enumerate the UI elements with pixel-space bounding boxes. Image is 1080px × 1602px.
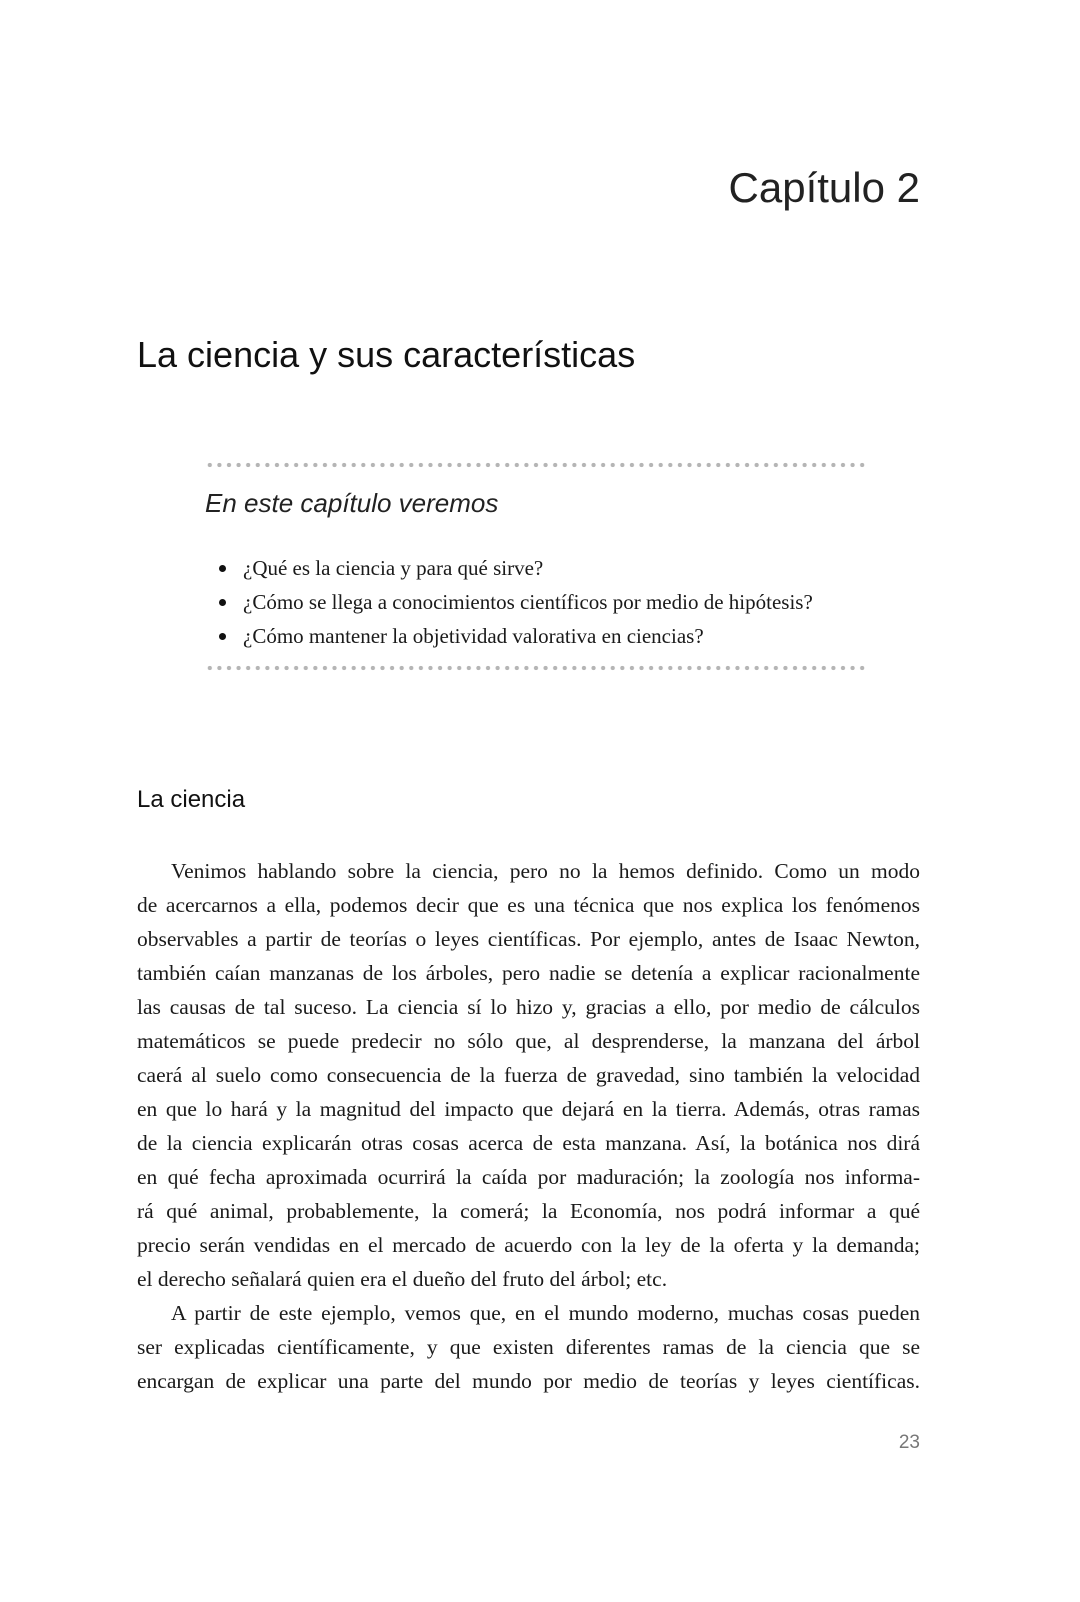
list-item-text: ¿Cómo se llega a conocimientos científicos por medio de hipótesis? — [243, 590, 813, 614]
text-line: rá qué animal, probablemente, la comerá; la Economía, nos podrá informar a qué — [137, 1199, 920, 1223]
bullet-icon — [219, 565, 226, 572]
list-item — [215, 619, 813, 653]
text-line: las causas de tal suceso. La ciencia sí lo hizo y, gracias a ello, por medio de cálculos — [137, 995, 920, 1019]
dotted-divider-top — [205, 462, 865, 468]
list-item — [215, 585, 813, 619]
page-number: 23 — [898, 1432, 920, 1453]
box-heading: En este capítulo veremos — [205, 488, 499, 518]
text-line: el derecho señalará quien era el dueño del fruto del árbol; etc. — [137, 1267, 668, 1291]
text-line: en que lo hará y la magnitud del impacto que dejará en la tierra. Además, otras ramas — [137, 1097, 920, 1121]
list-item — [215, 551, 813, 585]
text-line: ser explicadas científicamente, y que existen diferentes ramas de la ciencia que se — [137, 1335, 920, 1359]
body-text — [137, 854, 920, 1398]
chapter-label: Capítulo 2 — [728, 164, 920, 211]
text-line: matemáticos se puede predecir no sólo que, al desprenderse, la manzana del árbol — [137, 1029, 920, 1053]
list-item-text: ¿Qué es la ciencia y para qué sirve? — [243, 556, 544, 580]
bullet-icon — [219, 633, 226, 640]
text-line: en qué fecha aproximada ocurrirá la caída por maduración; la zoología nos informa- — [137, 1165, 920, 1189]
text-line: A partir de este ejemplo, vemos que, en el mundo moderno, muchas cosas pueden — [171, 1301, 920, 1325]
text-line: de la ciencia explicarán otras cosas acerca de esta manzana. Así, la botánica nos dirá — [137, 1131, 920, 1155]
text-line: encargan de explicar una parte del mundo por medio de teorías y leyes científicas. — [137, 1369, 920, 1393]
list-item-text: ¿Cómo mantener la objetividad valorativa en ciencias? — [243, 624, 704, 648]
text-line: también caían manzanas de los árboles, pero nadie se detenía a explicar racionalmente — [137, 961, 920, 985]
text-line: Venimos hablando sobre la ciencia, pero no la hemos definido. Como un modo — [171, 859, 920, 883]
topics-list — [215, 551, 813, 653]
text-line: precio serán vendidas en el mercado de acuerdo con la ley de la oferta y la demanda; — [137, 1233, 920, 1257]
text-line: de acercarnos a ella, podemos decir que es una técnica que nos explica los fenómenos — [137, 893, 920, 917]
chapter-title: La ciencia y sus características — [137, 334, 636, 375]
dotted-divider-bottom — [205, 665, 865, 671]
text-line: observables a partir de teorías o leyes científicas. Por ejemplo, antes de Isaac Newton, — [137, 927, 920, 951]
bullet-icon — [219, 599, 226, 606]
text-line: caerá al suelo como consecuencia de la fuerza de gravedad, sino también la velocidad — [137, 1063, 920, 1087]
section-heading: La ciencia — [137, 786, 246, 813]
